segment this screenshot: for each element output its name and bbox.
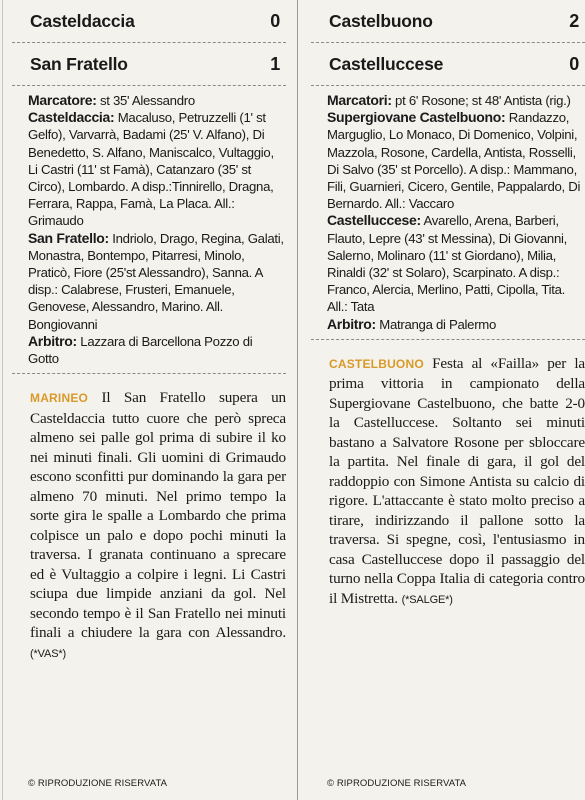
home-lineup-label: Supergiovane Castelbuono: — [327, 109, 506, 126]
article-body — [8, 374, 290, 664]
referee-text: Lazzara di Barcellona Pozzo di Gotto — [28, 333, 253, 367]
author-signature: (*VAS*) — [30, 647, 67, 660]
dateline-kicker: MARINEO — [30, 391, 89, 406]
referee-text: Matranga di Palermo — [375, 316, 497, 332]
home-lineup-text: Randazzo, Marguglio, Lo Monaco, Di Domenico, Volpini, Mazzola, Rosone, Cardella, Antista, Rosselli, Di Salvo (35' st Porcello). A disp.: Mammano, Fili, Guarnieri, Cicero, Gentile, Pappalardo, Di Bernardo. All.: Vaccaro — [327, 110, 581, 212]
copyright-notice: © RIPRODUZIONE RISERVATA — [28, 778, 168, 789]
home-score-row — [8, 0, 290, 42]
home-lineup-text: Macaluso, Petruzzelli (1' st Gelfo), Varvarrà, Badami (25' V. Alfano), Di Benedetto, S. Alfano, Maniscalco, Vultaggio, Li Castri (11' st Famà), Catanzaro (35' st Circo), Lombardo. A disp.:Tinnirello, Dragna, Ferrara, Rappa, Famà, La Placa. All.: Grimaudo — [28, 110, 274, 229]
home-lineup — [327, 109, 585, 212]
home-lineup — [28, 109, 286, 229]
scorers-text: pt 6' Rosone; st 48' Antista (rig.) — [391, 93, 571, 108]
home-team-name: Casteldaccia — [30, 10, 135, 31]
scorers-line — [28, 92, 286, 109]
author-signature: (*SALGE*) — [401, 593, 453, 606]
away-lineup — [327, 212, 585, 315]
away-lineup-text: Avarello, Arena, Barberi, Flauto, Lepre (43' st Messina), Di Giovanni, Salerno, Molinaro (11' st Giordano), Milia, Rinaldi (32' st Solaro), Scarpinato. A disp.: Franco, Alercia, Merlino, Patti, Cipolla, Tita. All.: Tata — [327, 213, 567, 315]
copyright-notice: © RIPRODUZIONE RISERVATA — [327, 778, 467, 789]
dateline-kicker: CASTELBUONO — [329, 356, 424, 371]
column-divider — [297, 0, 298, 800]
article-text: Il San Fratello supera un Casteldaccia tutto cuore che però spreca almeno sei palle gol prima di subire il ko nei minuti finali. Gli uomini di Grimaudo escono sconfitti pur dominando la gara per almeno 70 minuti. Nel primo tempo la sorte gira le spalle a Lombardo che prima colpisce un palo e dopo pochi minuti la traversa. I granata continuano a sprecare ed è Vultaggio a colpire i legni. Li Castri sciupa due limpide anziani da gol. Nel secondo tempo è il San Fratello nei minuti finali a chiudere la gara con Alessandro. — [30, 389, 286, 642]
away-lineup-label: Castelluccese: — [327, 212, 421, 229]
home-score-row — [307, 0, 585, 42]
away-lineup — [28, 230, 286, 333]
match-sheet — [307, 86, 585, 333]
home-team-name: Castelbuono — [329, 10, 433, 31]
away-score-row — [307, 43, 585, 85]
scorers-label: Marcatore: — [28, 92, 97, 108]
away-team-score: 0 — [569, 53, 579, 74]
home-team-score: 2 — [569, 10, 579, 31]
article-body — [307, 340, 585, 611]
scorers-line — [327, 92, 585, 109]
referee-line — [28, 333, 286, 367]
away-lineup-text: Indriolo, Drago, Regina, Galati, Monastra, Bontempo, Pitarresi, Minolo, Praticò, Fiore (25'st Alessandro), Sanna. A disp.: Calabrese, Frusteri, Emanuele, Genovese, Alessandro, Marino. All. Bongiovanni — [28, 230, 284, 332]
match-report-right — [307, 0, 585, 800]
home-team-score: 0 — [270, 10, 280, 31]
page-edge-rule — [2, 0, 3, 800]
referee-line — [327, 316, 585, 333]
away-team-score: 1 — [270, 53, 280, 74]
away-team-name: Castelluccese — [329, 53, 444, 74]
away-lineup-label: San Fratello: — [28, 229, 109, 246]
article-text: Festa al «Failla» per la prima vittoria in campionato della Supergiovane Castelbuono, che batte 2-0 la Castelluccese. Soltanto sei minuti bastano a Salvatore Rosone per sbloccare la partita. Nel finale di gara, il gol del raddoppio con Simone Antista su calcio di rigore. L'attaccante è stato molto preciso a tirare, indirizzando il pallone sotto la traversa. Si spegne, così, l'entusiasmo in casa Castelluccese dopo il passaggio del turno nella Coppa Italia di categoria contro il Mistretta. — [329, 354, 585, 607]
scorers-text: st 35' Alessandro — [96, 93, 195, 108]
away-score-row — [8, 43, 290, 85]
referee-label: Arbitro: — [327, 315, 376, 332]
match-report-left — [8, 0, 290, 800]
match-sheet — [8, 86, 290, 367]
scorers-label: Marcatori: — [327, 92, 392, 108]
away-team-name: San Fratello — [30, 53, 128, 74]
referee-label: Arbitro: — [28, 332, 77, 349]
home-lineup-label: Casteldaccia: — [28, 109, 115, 126]
